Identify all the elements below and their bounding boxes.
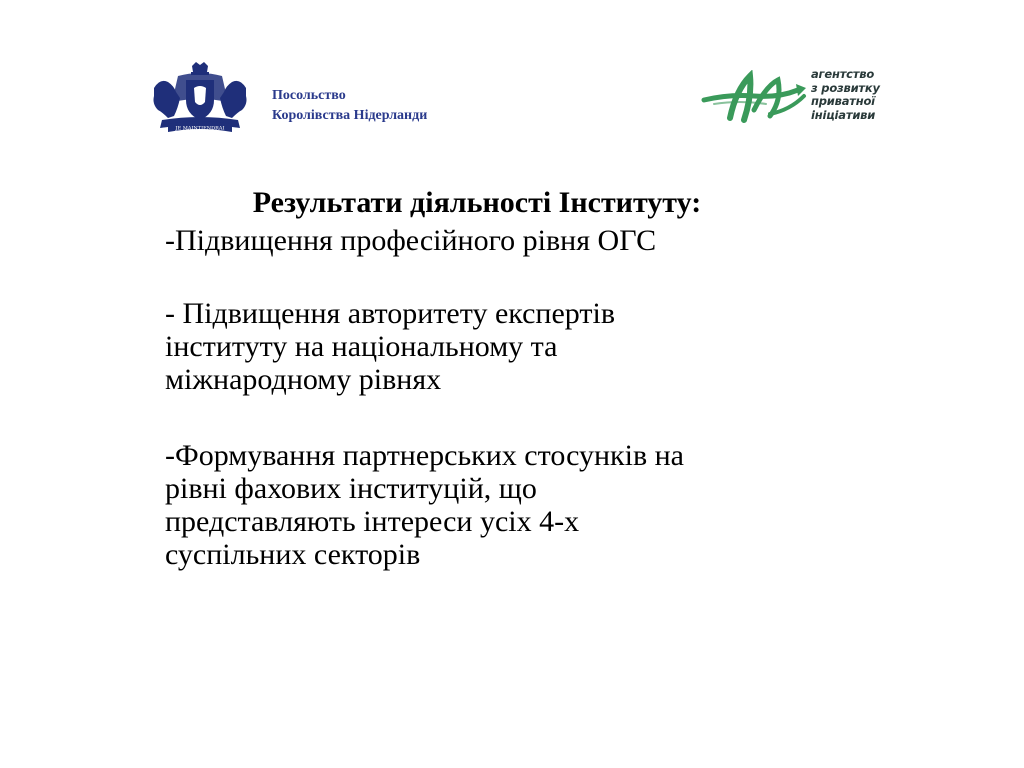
agency-name-line-3: приватної bbox=[811, 94, 875, 108]
embassy-name bbox=[272, 86, 427, 126]
result-item-2-line-1: - Підвищення авторитету експертів bbox=[165, 297, 615, 330]
embassy-name-line-1: Посольство bbox=[272, 88, 346, 103]
header bbox=[0, 0, 1024, 150]
result-item-1 bbox=[165, 224, 865, 257]
result-item-2-line-2: інституту на національному та bbox=[165, 330, 558, 363]
agency-name-line-4: ініціативи bbox=[811, 107, 876, 122]
result-item-3-line-3: представляють інтереси усіх 4-х bbox=[165, 505, 580, 538]
agency-name-line-2: з розвитку bbox=[811, 80, 880, 95]
slide-content bbox=[165, 186, 865, 571]
agency-swoosh-logo-icon bbox=[700, 70, 808, 124]
slide-title: Результати діяльності Інституту: bbox=[252, 186, 702, 219]
result-item-3-line-4: суспільних секторів bbox=[165, 538, 421, 571]
crest-motto-text: JE MAINTIENDRAI bbox=[175, 125, 225, 132]
result-item-3-line-1: -Формування партнерських стосунків на bbox=[165, 439, 684, 472]
result-item-3-line-2: рівні фахових інституцій, що bbox=[165, 472, 537, 505]
result-item-3 bbox=[165, 439, 865, 571]
result-item-2-line-3: міжнародному рівнях bbox=[165, 363, 442, 396]
result-item-2 bbox=[165, 297, 865, 396]
embassy-name-line-2: Королівства Нідерланди bbox=[272, 108, 428, 123]
agency-name-line-1: агентство bbox=[811, 67, 875, 81]
netherlands-coat-of-arms-icon bbox=[148, 62, 252, 134]
agency-name bbox=[811, 68, 880, 122]
result-item-1-line-1: -Підвищення професійного рівня ОГС bbox=[165, 224, 657, 257]
